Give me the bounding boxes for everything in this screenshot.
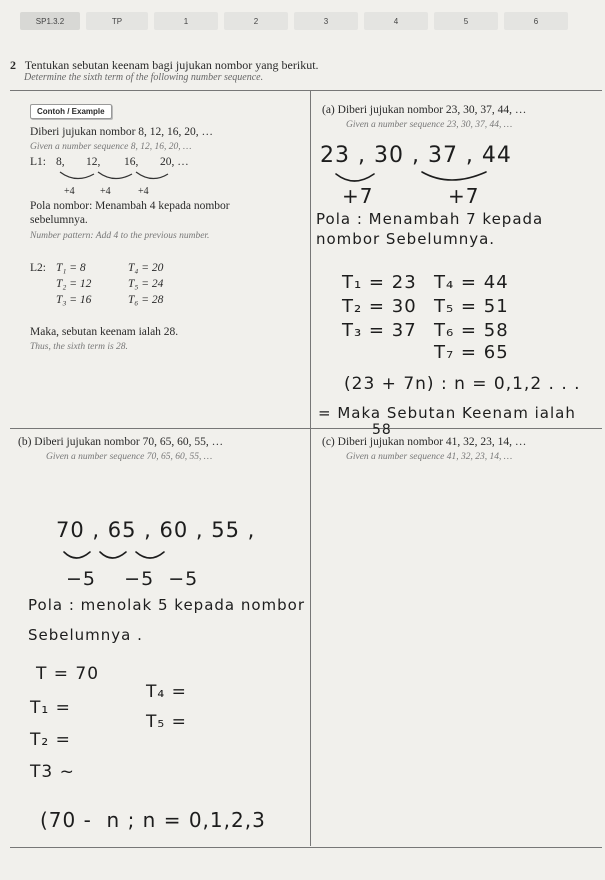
example-term-3: 16, bbox=[124, 156, 139, 168]
part-b-hw-pattern-2: Sebelumnya . bbox=[28, 626, 143, 644]
skill-code: SP1.3.2 bbox=[20, 12, 80, 30]
part-a-hw-t1: T₁ = 23 bbox=[342, 272, 417, 293]
example-t1: T₁ = 8 bbox=[56, 262, 86, 274]
part-b-hw-formula: (70 - n ; n = 0,1,2,3 bbox=[40, 808, 266, 832]
example-term-1: 8, bbox=[56, 156, 65, 168]
part-a-hw-sequence: 23 , 30 , 37 , 44 bbox=[320, 143, 512, 168]
example-diff-3: +4 bbox=[138, 186, 149, 197]
part-a-hw-t7: T₇ = 65 bbox=[434, 342, 509, 363]
example-l2: L2: bbox=[30, 262, 46, 274]
question-title: Tentukan sebutan keenam bagi jujukan nombor yang berikut. bbox=[24, 58, 319, 72]
example-term-2: 12, bbox=[86, 156, 101, 168]
level-6: 6 bbox=[504, 12, 568, 30]
part-a-hw-formula: (23 + 7n) : n = 0,1,2 . . . bbox=[344, 374, 581, 394]
example-pattern-line1: Pola nombor: Menambah 4 kepada nombor bbox=[30, 200, 230, 212]
part-a-given-text: Diberi jujukan nombor 23, 30, 37, 44, … bbox=[337, 104, 527, 116]
part-a-hw-t2: T₂ = 30 bbox=[342, 296, 417, 317]
part-a-given bbox=[322, 104, 526, 116]
question-heading bbox=[10, 58, 319, 73]
part-b-hw-diffs: −5 −5 −5 bbox=[66, 568, 199, 590]
part-b-hw-t2: T₂ = bbox=[30, 730, 71, 750]
part-b-hw-t0: T = 70 bbox=[36, 664, 100, 684]
part-a-hw-answer: 58 bbox=[372, 422, 392, 438]
part-b-given bbox=[18, 436, 223, 448]
part-b-label: (b) bbox=[18, 436, 32, 448]
example-conclusion-en: Thus, the sixth term is 28. bbox=[30, 342, 128, 352]
tp-label: TP bbox=[86, 12, 148, 30]
part-b-hw-t1: T₁ = bbox=[30, 698, 71, 718]
example-conclusion: Maka, sebutan keenam ialah 28. bbox=[30, 326, 179, 338]
grid-divider-vertical bbox=[310, 90, 311, 846]
level-5: 5 bbox=[434, 12, 498, 30]
part-a-hw-diff-2: +7 bbox=[448, 184, 480, 208]
part-c-label: (c) bbox=[322, 436, 335, 448]
part-c-given-en: Given a number sequence 41, 32, 23, 14, … bbox=[346, 452, 513, 462]
header-strip bbox=[0, 8, 605, 34]
part-a-hw-pattern-1: Pola : Menambah 7 kepada bbox=[316, 210, 544, 228]
example-t4: T₄ = 20 bbox=[128, 262, 164, 274]
part-b-hw-pattern-1: Pola : menolak 5 kepada nombor bbox=[28, 596, 306, 614]
example-l1: L1: bbox=[30, 156, 46, 168]
example-pattern-line2: sebelumnya. bbox=[30, 214, 88, 226]
part-c-given-text: Diberi jujukan nombor 41, 32, 23, 14, … bbox=[337, 436, 527, 448]
level-1: 1 bbox=[154, 12, 218, 30]
level-2: 2 bbox=[224, 12, 288, 30]
part-b-hw-t3: T3 ~ bbox=[30, 762, 75, 782]
part-b-hw-t4: T₄ = bbox=[146, 682, 187, 702]
example-diff-1: +4 bbox=[64, 186, 75, 197]
example-t2: T₂ = 12 bbox=[56, 278, 92, 290]
part-a-hw-t4: T₄ = 44 bbox=[434, 272, 509, 293]
part-a-given-en: Given a number sequence 23, 30, 37, 44, … bbox=[346, 120, 513, 130]
part-a-hw-t6: T₆ = 58 bbox=[434, 320, 509, 341]
question-title-en: Determine the sixth term of the following number sequence. bbox=[24, 72, 264, 83]
example-t3: T₃ = 16 bbox=[56, 294, 92, 306]
level-4: 4 bbox=[364, 12, 428, 30]
example-given: Diberi jujukan nombor 8, 12, 16, 20, … bbox=[30, 126, 214, 138]
part-a-hw-conclusion: = Maka Sebutan Keenam ialah bbox=[318, 404, 576, 422]
part-a-label: (a) bbox=[322, 104, 335, 116]
part-a-hw-t3: T₃ = 37 bbox=[342, 320, 417, 341]
part-a-hw-t5: T₅ = 51 bbox=[434, 296, 509, 317]
example-term-4: 20, … bbox=[160, 156, 189, 168]
example-diff-2: +4 bbox=[100, 186, 111, 197]
example-label: Contoh / Example bbox=[30, 104, 112, 119]
level-3: 3 bbox=[294, 12, 358, 30]
part-b-hw-sequence: 70 , 65 , 60 , 55 , bbox=[56, 518, 256, 542]
example-given-en: Given a number sequence 8, 12, 16, 20, … bbox=[30, 142, 192, 152]
example-t6: T₆ = 28 bbox=[128, 294, 164, 306]
part-b-hw-t5: T₅ = bbox=[146, 712, 187, 732]
example-t5: T₅ = 24 bbox=[128, 278, 164, 290]
part-b-given-text: Diberi jujukan nombor 70, 65, 60, 55, … bbox=[34, 436, 224, 448]
part-a-hw-diff-1: +7 bbox=[342, 184, 374, 208]
grid-divider-horizontal bbox=[10, 428, 602, 429]
part-a-hw-pattern-2: nombor Sebelumnya. bbox=[316, 230, 496, 248]
question-number: 2 bbox=[10, 58, 16, 72]
part-b-given-en: Given a number sequence 70, 65, 60, 55, … bbox=[46, 452, 213, 462]
example-pattern-en: Number pattern: Add 4 to the previous number. bbox=[30, 231, 210, 241]
part-c-given bbox=[322, 436, 526, 448]
